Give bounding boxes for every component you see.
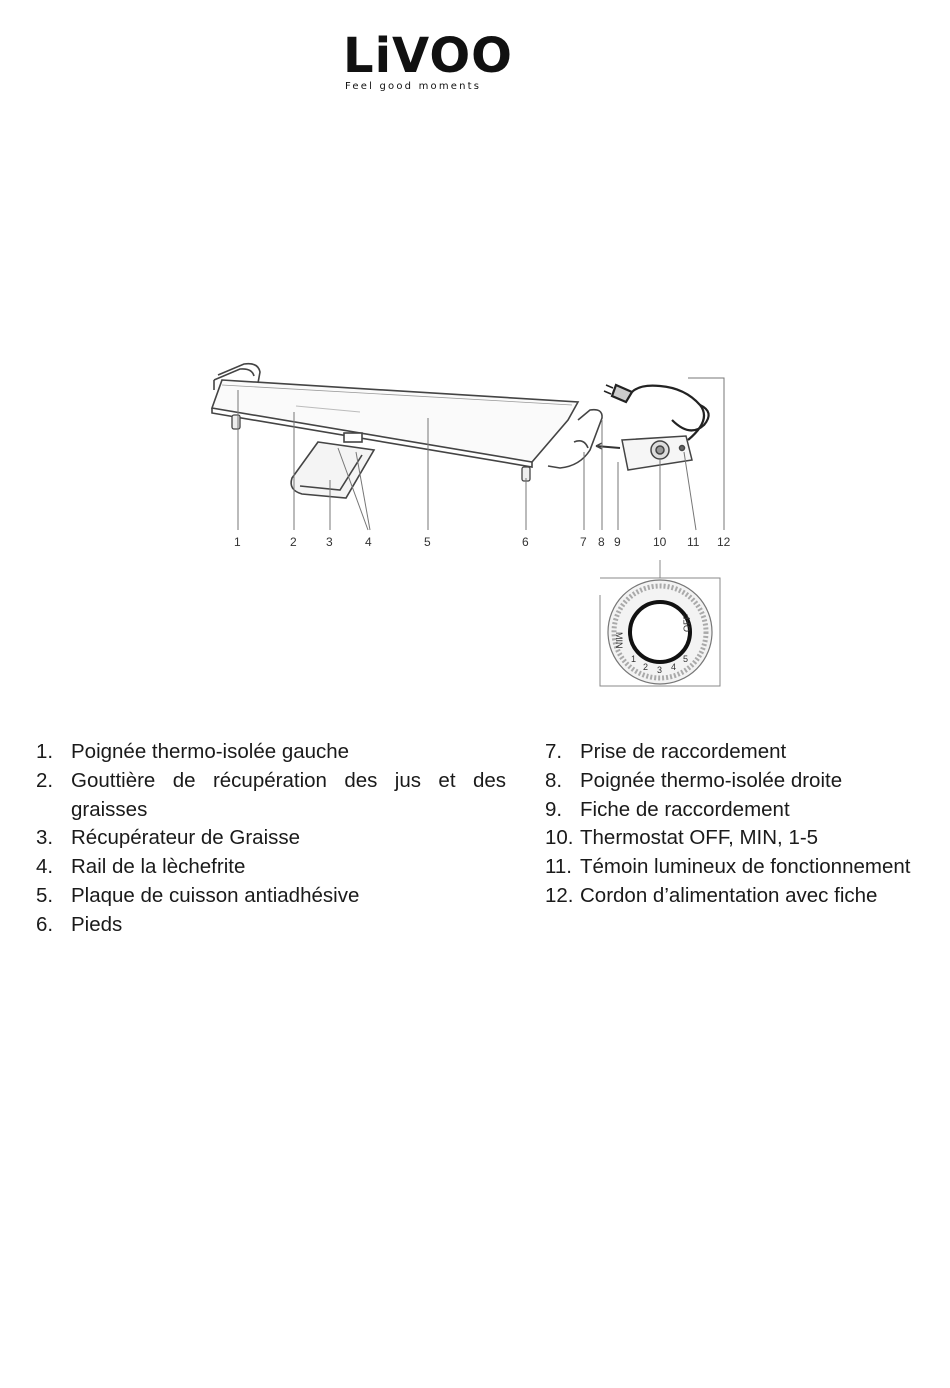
legend-item (545, 853, 945, 882)
dial-label-2: 2 (643, 662, 649, 672)
legend-text: Poignée thermo-isolée droite (580, 768, 843, 792)
thermostat-dial-detail (600, 560, 720, 686)
legend-item (545, 796, 945, 825)
callout-4: 4 (365, 535, 372, 549)
callout-6: 6 (522, 535, 529, 549)
legend-item (545, 882, 945, 911)
legend-number: 3. (36, 826, 54, 850)
legend-text: Prise de raccordement (580, 740, 787, 763)
callout-10: 10 (653, 535, 667, 549)
legend-number: 2. (36, 768, 54, 792)
callout-11: 11 (687, 535, 700, 549)
legend-text: Thermostat OFF, MIN, 1-5 (580, 826, 819, 850)
legend-text: Fiche de raccordement (580, 797, 790, 821)
legend-text: Rail de la lèchefrite (71, 855, 246, 879)
parts-legend-right (545, 738, 945, 911)
legend-number: 9. (545, 797, 563, 821)
power-cord (604, 385, 709, 440)
dial-label-min: MIN (614, 632, 624, 649)
thermostat-connector (596, 436, 692, 470)
legend-text: Plaque de cuisson antiadhésive (71, 883, 360, 907)
callout-5: 5 (424, 535, 431, 549)
callout-12: 12 (717, 535, 731, 549)
dial-label-5: 5 (683, 654, 689, 664)
legend-text: Pieds (71, 912, 123, 936)
callout-8: 8 (598, 535, 605, 549)
legend-item (36, 767, 506, 825)
legend-item (545, 738, 945, 767)
parts-legend-left (36, 738, 506, 940)
legend-item (36, 738, 506, 767)
callout-1: 1 (234, 535, 241, 549)
legend-number: 5. (36, 883, 54, 907)
legend-item (36, 853, 506, 882)
legend-text: Récupérateur de Graisse (71, 826, 301, 850)
callout-2: 2 (290, 535, 297, 549)
brand-tagline: Feel good moments (345, 81, 482, 92)
callout-7: 7 (580, 535, 587, 549)
product-diagram (0, 355, 950, 700)
dial-label-3: 3 (657, 665, 663, 675)
callout-3: 3 (326, 535, 333, 549)
legend-text: Gouttière de récupération des jus et des graisses (71, 768, 506, 821)
griddle-plate (212, 380, 578, 467)
dial-label-4: 4 (671, 662, 677, 672)
legend-number: 7. (545, 740, 563, 763)
legend-text: Témoin lumineux de fonctionnement (580, 855, 911, 879)
dial-label-1: 1 (631, 654, 637, 664)
legend-item (545, 767, 945, 796)
legend-number: 1. (36, 740, 54, 763)
legend-number: 11. (545, 855, 572, 879)
legend-number: 6. (36, 912, 54, 936)
dial-label-off: OFF (682, 614, 692, 632)
legend-number: 8. (545, 768, 563, 792)
grease-tray (291, 433, 374, 498)
legend-number: 4. (36, 855, 54, 879)
legend-item (36, 824, 506, 853)
legend-number: 10. (545, 826, 574, 850)
legend-number: 12. (545, 883, 574, 907)
callout-numbers (234, 535, 731, 549)
livoo-logo (0, 0, 950, 110)
legend-text: Cordon d’alimentation avec fiche (580, 883, 878, 907)
legend-item (36, 911, 506, 940)
legend-text: Poignée thermo-isolée gauche (71, 740, 350, 763)
legend-item (545, 824, 945, 853)
callout-9: 9 (614, 535, 621, 549)
legend-item (36, 882, 506, 911)
brand-name: LiVOO (343, 28, 513, 84)
